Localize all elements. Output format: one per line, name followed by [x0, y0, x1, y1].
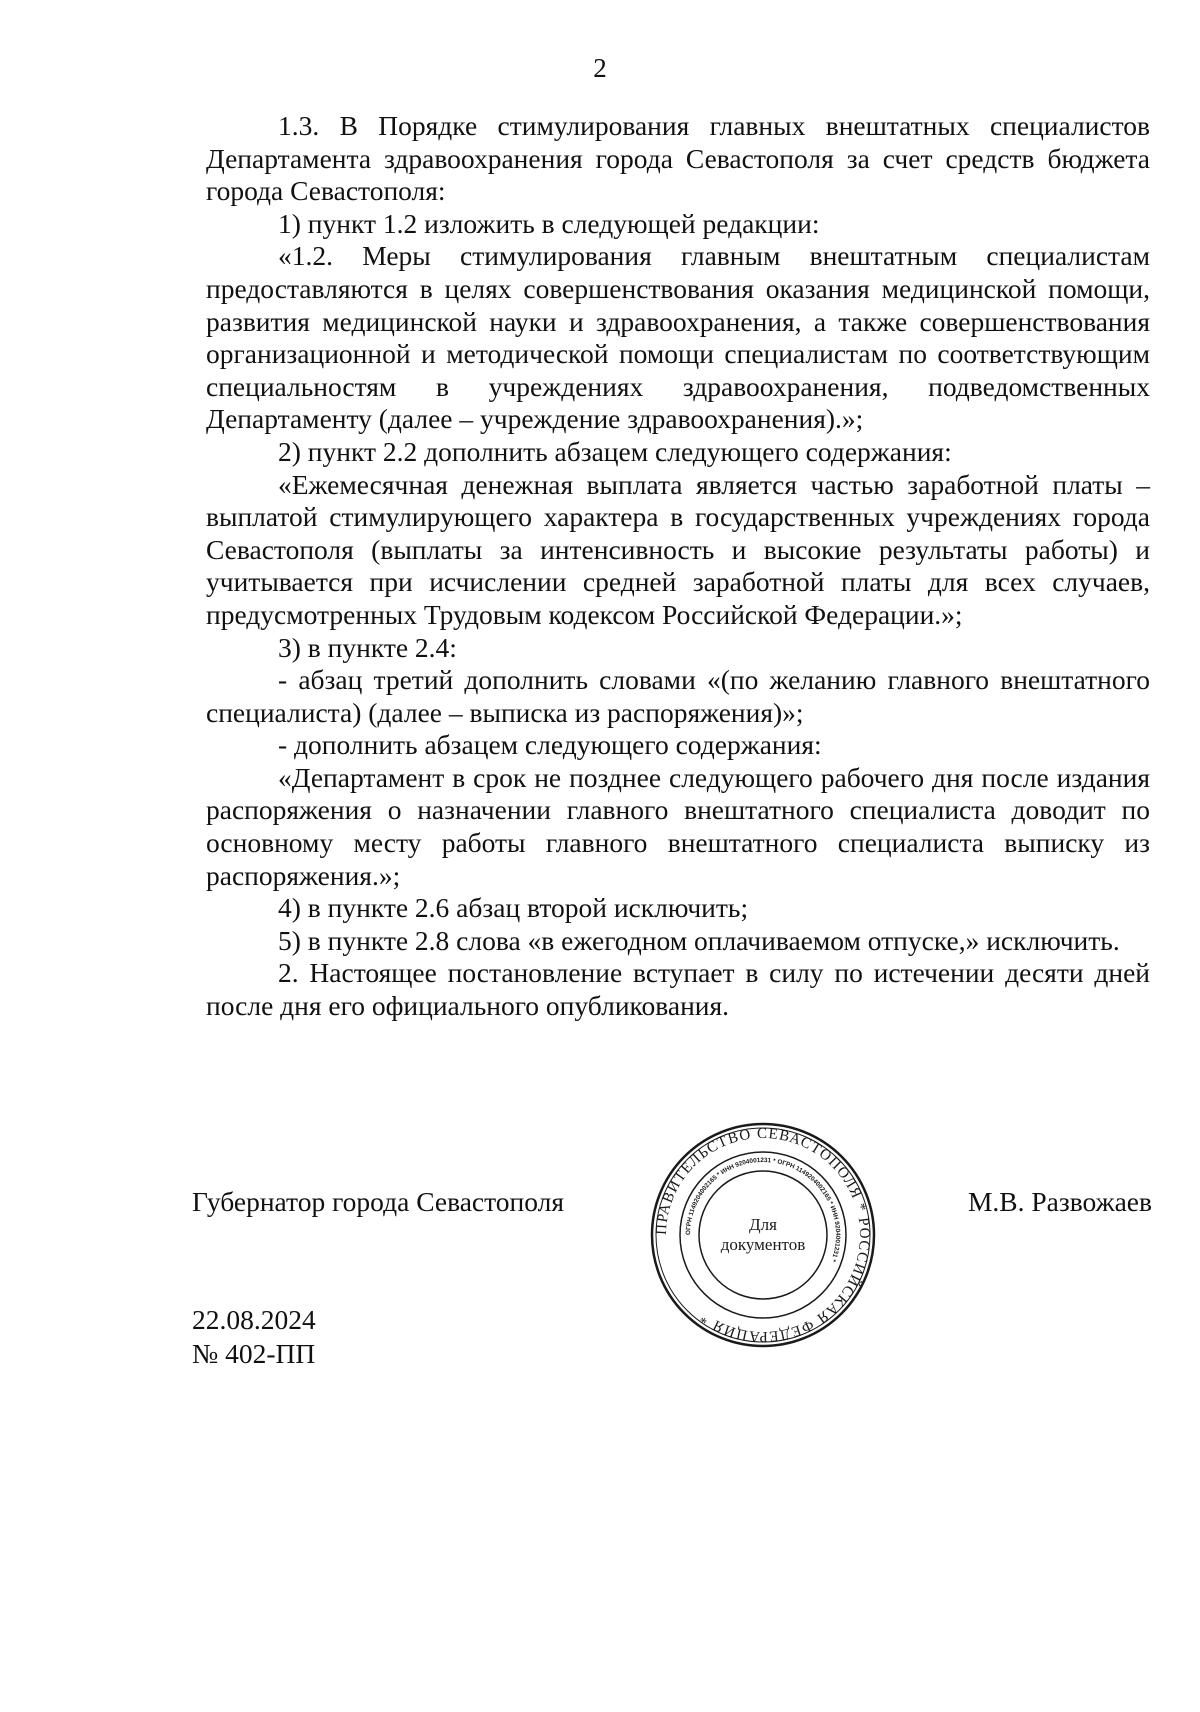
paragraph: 5) в пункте 2.8 слова «в ежегодном оплачиваемом отпуске,» исключить.: [278, 924, 1120, 956]
paragraph: 1.3. В Порядке стимулирования главных внештатных специалистов Департамента здравоохранения города Севастополя за счет средств бюджета города Севастополя:: [206, 110, 1150, 207]
official-seal-stamp: [648, 1120, 878, 1350]
paragraph: 2. Настоящее постановление вступает в силу по истечении десяти дней после дня его официального опубликования.: [206, 957, 1150, 1022]
signer-title: Губернатор города Севастополя: [192, 1186, 564, 1217]
document-date: 22.08.2024: [192, 1304, 316, 1335]
paragraph: 2) пункт 2.2 дополнить абзацем следующего содержания:: [278, 435, 952, 467]
seal-center-line2: документов: [720, 1235, 806, 1254]
paragraph: «Департамент в срок не позднее следующего рабочего дня после издания распоряжения о назначении главного внештатного специалиста доводит по основному месту работы главного внештатного специалиста выписку из распоряжения.»;: [206, 761, 1150, 891]
paragraph: 3) в пункте 2.4:: [278, 631, 457, 663]
paragraph: 1) пункт 1.2 изложить в следующей редакции:: [278, 207, 820, 239]
paragraph: - дополнить абзацем следующего содержания:: [278, 729, 822, 761]
seal-outer-text: ПРАВИТЕЛЬСТВО СЕВАСТОПОЛЯ * РОССИЙСКАЯ ФЕДЕРАЦИЯ *: [653, 1125, 873, 1345]
page-number: 2: [593, 53, 607, 83]
document-number: № 402-ПП: [192, 1338, 316, 1369]
signer-name: М.В. Развожаев: [967, 1186, 1152, 1217]
paragraph: - абзац третий дополнить словами «(по желанию главного внештатного специалиста) (далее – выписка из распоряжения)»;: [206, 664, 1150, 728]
document-body: [206, 110, 1150, 1023]
seal-inner-text: ОГРН 1149204002165 * ИНН 9204001231 * ОГРН 1149204002165 * ИНН 9204001231 *: [684, 1156, 842, 1263]
seal-center-line1: Для: [749, 1215, 777, 1234]
paragraph: «1.2. Меры стимулирования главным внештатным специалистам предоставляются в целях совершенствования оказания медицинской помощи, развития медицинской науки и здравоохранения, а также совершенствования организационной и методической помощи специалистам по соответствующим специальностям в учреждениях здравоохранения, подведомственных Департаменту (далее – учреждение здравоохранения).»;: [206, 240, 1150, 435]
paragraph: 4) в пункте 2.6 абзац второй исключить;: [278, 892, 749, 924]
paragraph: «Ежемесячная денежная выплата является частью заработной платы – выплатой стимулирующего характера в государственных учреждениях города Севастополя (выплаты за интенсивность и высокие результаты работы) и учитывается при исчислении средней заработной платы для всех случаев, предусмотренных Трудовым кодексом Российской Федерации.»;: [206, 468, 1150, 630]
